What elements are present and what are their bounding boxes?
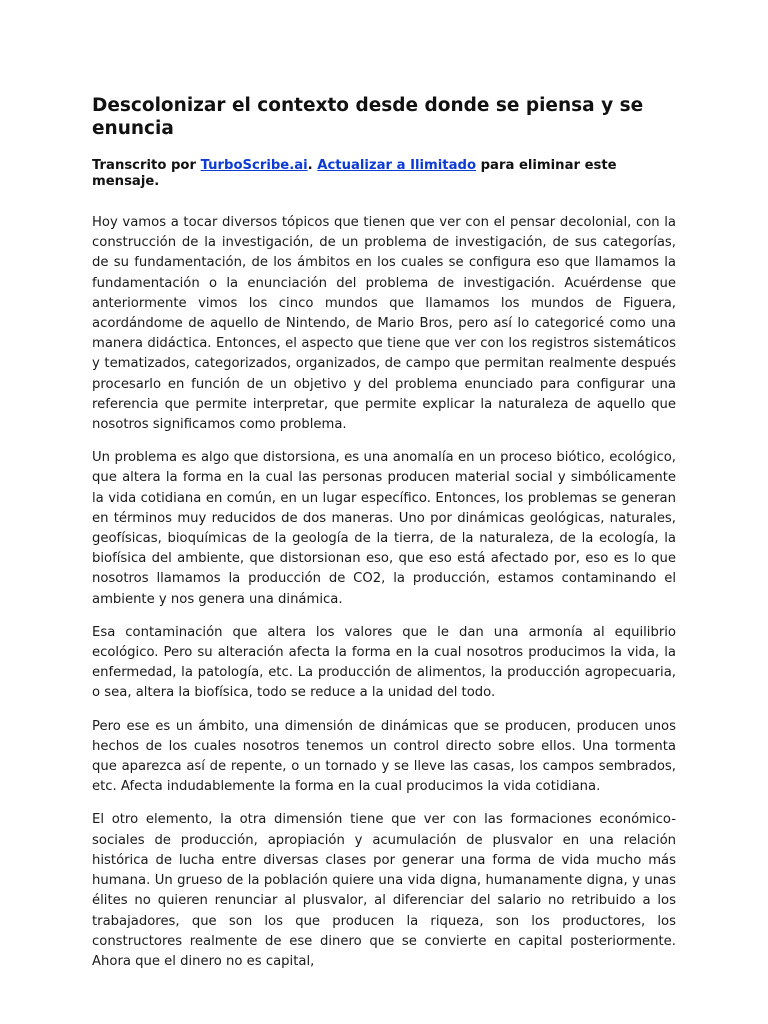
paragraph: Hoy vamos a tocar diversos tópicos que tienen que ver con el pensar decolonial, con la construcción de la investigación, de un problema de investigación, de sus categorías, de su fundamentación, de los ámbitos en los cuales se configura eso que llamamos la fundamentación o la enunciación del problema de investigación. Acuérdense que anteriormente vimos los cinco mundos que llamamos los mundos de Figuera, acordándome de aquello de Nintendo, de Mario Bros, pero así lo categoricé como una manera didáctica. Entonces, el aspecto que tiene que ver con los registros sistemáticos y tematizados, categorizados, organizados, de campo que permitan realmente después procesarlo en función de un objetivo y del problema enunciado para configurar una referencia que permite interpretar, que permite explicar la naturaleza de aquello que nosotros significamos como problema. [92,215,676,433]
notice-separator: . [307,158,318,173]
notice-prefix: Transcrito por [92,158,201,173]
document-title: Descolonizar el contexto desde donde se piensa y se enuncia [92,95,644,139]
turboscribe-link[interactable]: TurboScribe.ai [200,158,308,173]
paragraph: Un problema es algo que distorsiona, es una anomalía en un proceso biótico, ecológico, que altera la forma en la cual las personas producen material social y simbólicamente la vida cotidiana en común, en un lugar específico. Entonces, los problemas se generan en términos muy reducidos de dos maneras. Uno por dinámicas geológicas, naturales, geofísicas, bioquímicas de la geología de la tierra, de la naturaleza, de la ecología, la biofísica del ambiente, que distorsionan eso, que eso está afectado por, eso es lo que nosotros llamamos la producción de CO2, la producción, estamos contaminando el ambiente y nos genera una dinámica. [92,450,676,607]
paragraph: El otro elemento, la otra dimensión tiene que ver con las formaciones económico-sociales de producción, apropiación y acumulación de plusvalor en una relación histórica de lucha entre diversas clases por generar una forma de vida mucho más humana. Un grueso de la población quiere una vida digna, humanamente digna, y unas élites no quieren renunciar al plusvalor, al diferenciar del salario no retribuido a los trabajadores, que son los que producen la riqueza, son los productores, los constructores realmente de ese dinero que se convierte en capital posteriormente. Ahora que el dinero no es capital, [92,812,676,969]
document-body [92,213,676,972]
paragraph: Pero ese es un ámbito, una dimensión de dinámicas que se producen, producen unos hechos de los cuales nosotros tenemos un control directo sobre ellos. Una tormenta que aparezca así de repente, o un tornado y se lleve las casas, los campos sembrados, etc. Afecta indudablemente la forma en la cual producimos la vida cotidiana. [92,718,676,795]
notice-suffix: para eliminar este mensaje. [92,158,617,189]
upgrade-unlimited-link[interactable]: Actualizar a Ilimitado [317,158,477,173]
paragraph: Esa contaminación que altera los valores que le dan una armonía al equilibrio ecológico. Pero su alteración afecta la forma en la cual nosotros producimos la vida, la enfermedad, la patología, etc. La producción de alimentos, la producción agropecuaria, o sea, altera la biofísica, todo se reduce a la unidad del todo. [92,624,676,701]
transcription-notice [92,158,676,190]
